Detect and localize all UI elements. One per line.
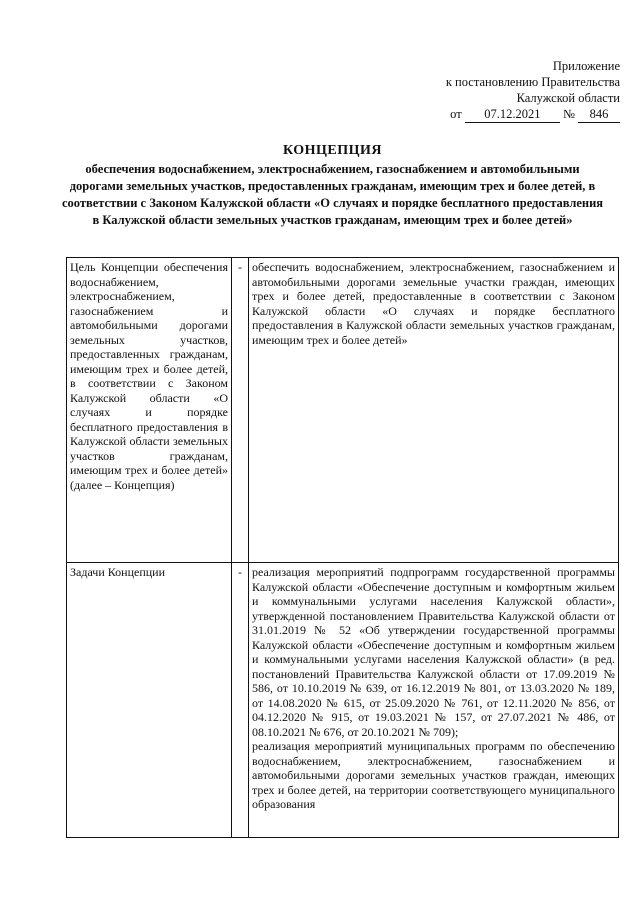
row-label: Цель Концепции обеспечения водоснабжением, электроснабжением, газоснабжением и автомобильными дорогами земельных участков, предоставленных гражданам, имеющим трех и более детей, в соответствии с Законом Калужской области «О случаях и порядке бесплатного предоставления в Калужской области земельных участков гражданам, имеющим трех и более детей» (далее – Концепция)	[67, 258, 232, 563]
number-label: №	[562, 107, 575, 121]
title-block	[60, 142, 605, 229]
table-row	[67, 258, 619, 563]
table-row	[67, 563, 619, 838]
row-content	[249, 258, 619, 563]
document-subtitle: обеспечения водоснабжением, электроснабжением, газоснабжением и автомобильными дорогами земельных участков, предоставленных гражданам, имеющим трех и более детей, в соответствии с Законом Калужской области «О случаях и порядке бесплатного предоставления в Калужской области земельных участков гражданам, имеющим трех и более детей»	[61, 162, 604, 227]
appendix-line-1: Приложение	[552, 59, 620, 73]
decree-date: 07.12.2021	[465, 106, 560, 123]
decree-number: 846	[578, 106, 620, 123]
appendix-line-3: Калужской области	[516, 91, 620, 105]
row-dash: -	[232, 563, 249, 838]
content-paragraph: реализация мероприятий муниципальных программ по обеспечению водоснабжением, электроснабжением, газоснабжением и автомобильными дорогами земельных участков граждан, имеющих трех и более детей, на территории соответствующего муниципального образования	[252, 739, 615, 811]
content-paragraph: обеспечить водоснабжением, электроснабжением, газоснабжением и автомобильными дорогами земельные участки граждан, имеющих трех и более детей, предоставленные в соответствии с Законом Калужской области «О случаях и порядке бесплатного предоставления в Калужской области земельных участков гражданам, имеющим трех и более детей»	[252, 260, 615, 347]
concept-table	[66, 257, 619, 838]
content-paragraph: реализация мероприятий подпрограмм государственной программы Калужской области «Обеспечение доступным и комфортным жильем и коммунальными услугами населения Калужской области», утвержденной постановлением Правительства Калужской области от 31.01.2019 № 52 «Об утверждении государственной программы Калужской области «Обеспечение доступным и комфортным жильем и коммунальными услугами населения Калужской области» (в ред. постановлений Правительства Калужской области от 17.09.2019 № 586, от 10.10.2019 № 639, от 16.12.2019 № 801, от 13.03.2020 № 189, от 14.08.2020 № 615, от 25.09.2020 № 761, от 12.11.2020 № 856, от 04.12.2020 № 915, от 19.03.2021 № 157, от 27.07.2021 № 486, от 08.10.2021 № 676, от 20.10.2021 № 709);	[252, 565, 615, 739]
from-label: от	[450, 107, 462, 121]
row-content	[249, 563, 619, 838]
row-dash: -	[232, 258, 249, 563]
row-label: Задачи Концепции	[67, 563, 232, 838]
decree-reference	[450, 106, 620, 123]
appendix-block	[380, 58, 620, 123]
appendix-line-2: к постановлению Правительства	[445, 75, 620, 89]
document-title: КОНЦЕПЦИЯ	[282, 143, 383, 158]
